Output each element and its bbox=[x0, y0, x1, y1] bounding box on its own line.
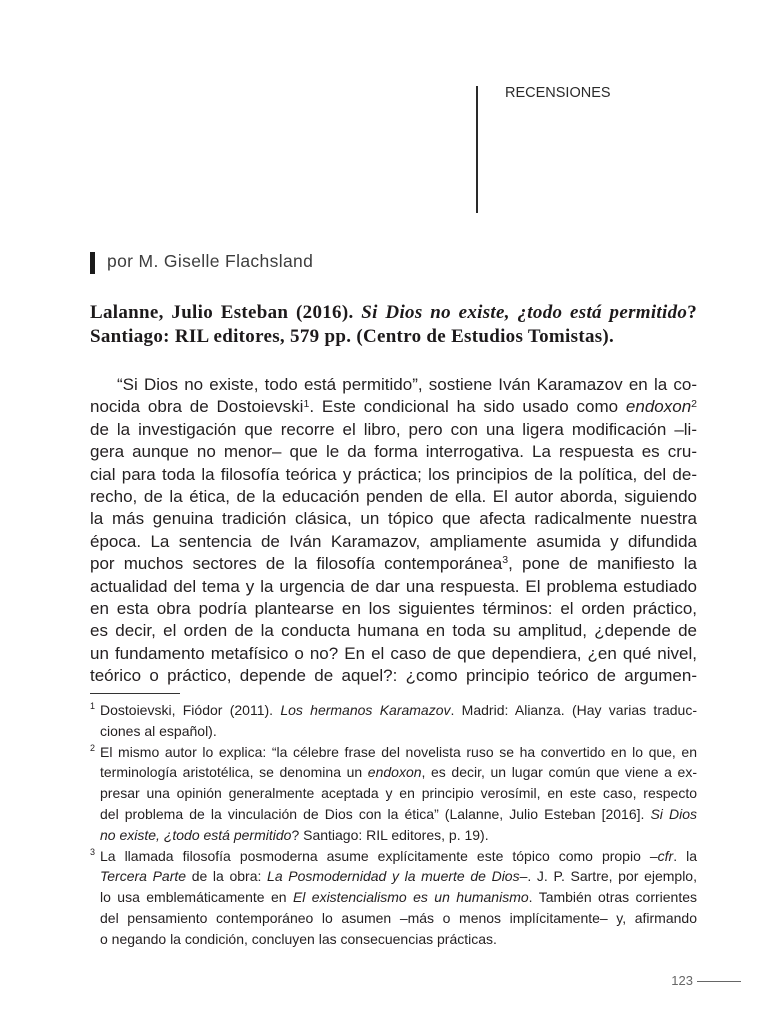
footnote-line bbox=[100, 762, 697, 783]
text-run: –. J. P. Sartre, por ejemplo, bbox=[519, 868, 697, 885]
text-run: gera aunque no menor– que le da forma interrogativa. La respuesta es cru- bbox=[90, 442, 697, 462]
text-run: terminología aristotélica, se denomina un bbox=[100, 764, 368, 781]
text-run: presar una opinión generalmente aceptada y en principio verosímil, en este caso, respecto bbox=[100, 785, 697, 802]
footnote-line bbox=[100, 721, 697, 742]
text-run: Santiago: RIL editores, 579 pp. (Centro de Estudios Tomistas). bbox=[90, 326, 615, 347]
text-run: Dostoievski, Fiódor (2011). bbox=[100, 702, 281, 718]
italic-text: endoxon bbox=[367, 764, 422, 781]
body-line bbox=[90, 665, 697, 687]
text-run: . Este condicional ha sido usado como bbox=[309, 397, 626, 417]
footnote-line bbox=[100, 887, 697, 908]
body-line bbox=[90, 553, 697, 575]
text-run: . la bbox=[673, 847, 697, 864]
footnote-number: 2 bbox=[90, 742, 96, 753]
italic-text: Los hermanos Karamazov bbox=[280, 702, 451, 718]
text-run: actualidad del tema y la urgencia de dar una respuesta. El problema estudiado bbox=[90, 576, 697, 596]
footnote-line bbox=[100, 929, 697, 950]
text-run: nocida obra de Dostoievski bbox=[90, 397, 304, 417]
text-run: . Madrid: Alianza. (Hay varias traduc- bbox=[450, 702, 697, 718]
text-run: por muchos sectores de la filosofía contemporánea bbox=[90, 554, 503, 574]
text-run: “Si Dios no existe, todo está permitido”, sostiene Iván Karamazov en la co- bbox=[117, 375, 697, 394]
footnote-line bbox=[100, 783, 697, 804]
italic-text: Si Dios no existe, ¿todo está permitido bbox=[361, 302, 688, 323]
text-run: es decir, el orden de la conducta humana en toda su amplitud, ¿depende de bbox=[90, 621, 697, 641]
text-run: El mismo autor lo explica: “la célebre frase del novelista ruso se ha convertido en lo que, en bbox=[100, 743, 697, 760]
text-run: ciones al español). bbox=[100, 722, 217, 739]
italic-text: Si Dios bbox=[650, 805, 697, 822]
footnote-separator bbox=[90, 693, 180, 694]
footnote-line bbox=[100, 866, 697, 887]
text-run: época. La sentencia de Iván Karamazov, ampliamente asumida y difundida bbox=[90, 531, 697, 551]
italic-text: endoxon bbox=[625, 397, 692, 417]
footnote-line bbox=[100, 825, 697, 846]
text-run: de la obra: bbox=[186, 868, 268, 885]
footnote-number: 1 bbox=[90, 701, 96, 711]
text-run: ? bbox=[687, 302, 697, 323]
byline: por M. Giselle Flachsland bbox=[107, 251, 314, 271]
text-run: recho, de la ética, de la educación penden de ella. El autor aborda, siguiendo bbox=[90, 487, 697, 507]
italic-text: El existencialismo es un humanismo bbox=[292, 889, 529, 906]
text-run: La llamada filosofía posmoderna asume explícitamente este tópico como propio – bbox=[100, 847, 658, 864]
text-run: del problema de la vinculación de Dios con la ética” (Lalanne, Julio Esteban [2016]. bbox=[100, 805, 651, 822]
text-run: o negando la condición, concluyen las consecuencias prácticas. bbox=[100, 930, 497, 947]
footnote-line bbox=[100, 742, 697, 763]
footnote bbox=[90, 742, 697, 846]
text-run: Lalanne, Julio Esteban (2016). bbox=[90, 302, 362, 323]
body-line bbox=[90, 508, 697, 530]
text-run: ? Santiago: RIL editores, p. 19). bbox=[291, 826, 489, 843]
text-run: un fundamento metafísico o no? En el caso de que dependiera, ¿en qué nivel, bbox=[90, 643, 697, 663]
footnotes bbox=[90, 700, 697, 950]
body-line bbox=[90, 643, 697, 665]
footnote bbox=[90, 700, 697, 742]
reference-line bbox=[90, 301, 697, 325]
section-label: RECENSIONES bbox=[505, 85, 611, 101]
text-run: lo usa emblemáticamente en bbox=[100, 889, 293, 906]
body-line bbox=[90, 486, 697, 508]
header-divider bbox=[476, 86, 478, 213]
footnote-line bbox=[100, 908, 697, 929]
body-line bbox=[90, 396, 697, 418]
page-number: 123 bbox=[671, 973, 693, 988]
footnote-line bbox=[100, 846, 697, 867]
text-run: la más genuina tradición clásica, un tópico que afecta radicalmente nuestra bbox=[90, 509, 697, 529]
body-line bbox=[90, 419, 697, 441]
footnote-line bbox=[100, 804, 697, 825]
text-run: en esta obra podría plantearse en los siguientes términos: el orden práctico, bbox=[90, 599, 697, 619]
footnote-reference: 2 bbox=[691, 397, 698, 410]
italic-text: Tercera Parte bbox=[100, 868, 187, 885]
body-line bbox=[90, 531, 697, 553]
italic-text: La Posmodernidad y la muerte de Dios bbox=[267, 868, 520, 885]
body-line bbox=[90, 464, 697, 486]
review-body bbox=[90, 374, 697, 688]
page-number-rule bbox=[697, 981, 741, 982]
body-line bbox=[90, 598, 697, 620]
italic-text: cfr bbox=[657, 847, 674, 864]
body-line bbox=[90, 620, 697, 642]
italic-text: no existe, ¿todo está permitido bbox=[100, 826, 292, 843]
footnote-reference: 3 bbox=[502, 554, 509, 567]
text-run: , es decir, un lugar común que viene a ex- bbox=[421, 764, 697, 781]
footnote bbox=[90, 846, 697, 950]
body-line bbox=[90, 374, 697, 396]
footnote-number: 3 bbox=[90, 846, 96, 857]
body-line bbox=[90, 576, 697, 598]
text-run: del pensamiento contemporáneo lo asumen –más o menos implícitamente– y, afirmando bbox=[100, 909, 697, 926]
book-reference bbox=[90, 301, 697, 349]
reference-line bbox=[90, 325, 697, 349]
body-line bbox=[90, 441, 697, 463]
footnote-line bbox=[100, 700, 697, 721]
text-run: de la investigación que recorre el libro, pero con una ligera modificación –li- bbox=[90, 419, 697, 439]
text-run: . También otras corrientes bbox=[528, 889, 698, 906]
text-run: , pone de manifiesto la bbox=[508, 554, 697, 574]
footnote-reference: 1 bbox=[303, 397, 310, 410]
text-run: cial para toda la filosofía teórica y práctica; los principios de la política, del de- bbox=[90, 464, 697, 484]
byline-marker bbox=[90, 252, 95, 274]
text-run: teórico o práctico, depende de aquel?: ¿como principio teórico de argumen- bbox=[90, 666, 697, 686]
